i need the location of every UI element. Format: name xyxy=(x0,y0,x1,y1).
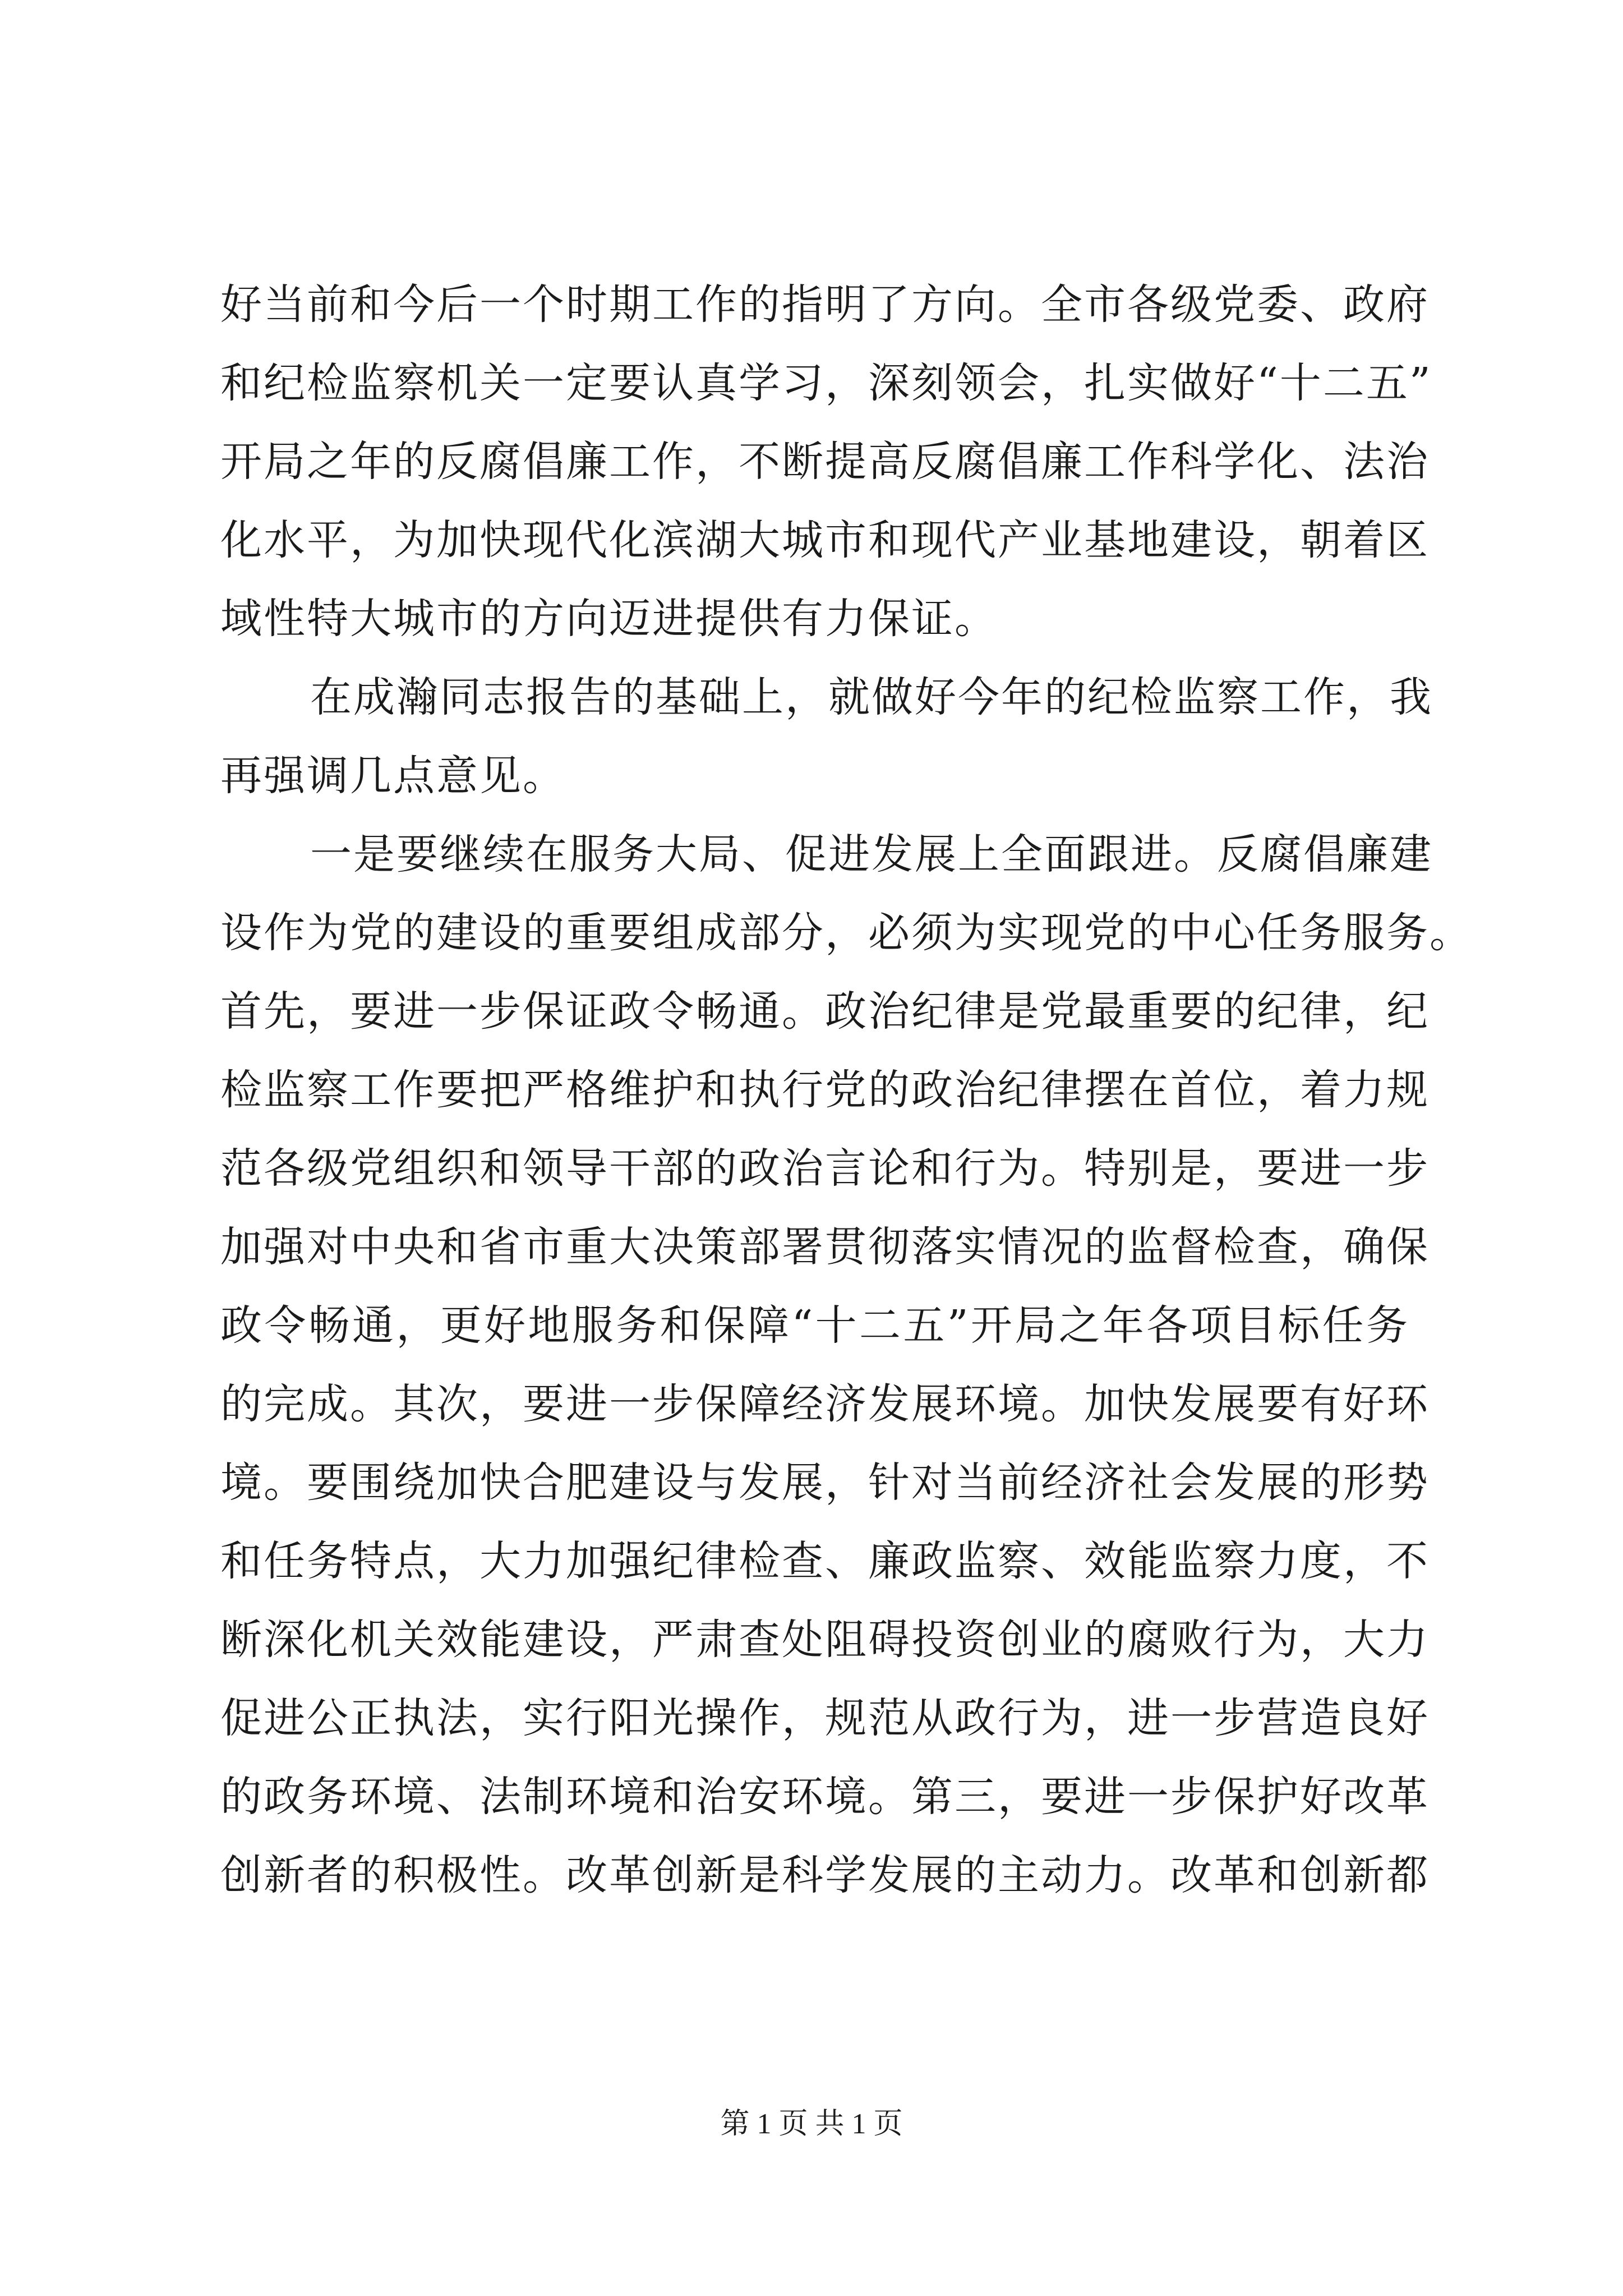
paragraph-2 xyxy=(220,658,1433,815)
text-line: 域性特大城市的方向迈进提供有力保证。 xyxy=(220,595,998,643)
paragraph-3 xyxy=(220,815,1473,1993)
text-line: 创新者的积极性。改革创新是科学发展的主动力。改革和创新都 xyxy=(220,1851,1430,1899)
text-line xyxy=(220,1915,1409,1993)
text-line: 首先，要进一步保证政令畅通。政治纪律是党最重要的纪律，纪 xyxy=(220,987,1430,1036)
text-line: 化水平，为加快现代化滨湖大城市和现代产业基地建设，朝着区 xyxy=(220,516,1430,564)
text-line: 范各级党组织和领导干部的政治言论和行为。特别是，要进一步 xyxy=(220,1144,1430,1193)
paragraph-1 xyxy=(220,265,1432,658)
text-line: 断深化机关效能建设，严肃查处阻碍投资创业的腐败行为，大力 xyxy=(220,1616,1430,1664)
text-line: 一是要继续在服务大局、促进发展上全面跟进。反腐倡廉建 xyxy=(310,830,1433,878)
text-line: 检监察工作要把严格维护和执行党的政治纪律摆在首位，着力规 xyxy=(220,1066,1430,1114)
text-line: 设作为党的建设的重要组成部分，必须为实现党的中心任务服务。 xyxy=(220,909,1473,957)
text-line: 开局之年的反腐倡廉工作，不断提高反腐倡廉工作科学化、法治 xyxy=(220,438,1430,486)
text-line: 的政务环境、法制环境和治安环境。第三，要进一步保护好改革 xyxy=(220,1773,1430,1821)
text-line: 再强调几点意见。 xyxy=(220,752,566,800)
text-line: 的完成。其次，要进一步保障经济发展环境。加快发展要有好环 xyxy=(220,1380,1430,1428)
text-line: 政令畅通，更好地服务和保障“十二五”开局之年各项目标任务 xyxy=(220,1301,1409,1350)
text-line: 和任务特点，大力加强纪律检查、廉政监察、效能监察力度，不 xyxy=(220,1537,1430,1585)
text-line: 和纪检监察机关一定要认真学习，深刻领会，扎实做好“十二五” xyxy=(220,359,1432,407)
document-body xyxy=(220,265,1473,1993)
text-line: 好当前和今后一个时期工作的指明了方向。全市各级党委、政府 xyxy=(220,280,1430,329)
text-line: 加强对中央和省市重大决策部署贯彻落实情况的监督检查，确保 xyxy=(220,1223,1430,1271)
text-line: 在成瀚同志报告的基础上，就做好今年的纪检监察工作，我 xyxy=(310,673,1433,721)
page-footer: 第 1 页 共 1 页 xyxy=(720,2108,903,2140)
text-line: 促进公正执法，实行阳光操作，规范从政行为，进一步营造良好 xyxy=(220,1694,1430,1742)
text-line: 境。要围绕加快合肥建设与发展，针对当前经济社会发展的形势 xyxy=(220,1458,1430,1507)
